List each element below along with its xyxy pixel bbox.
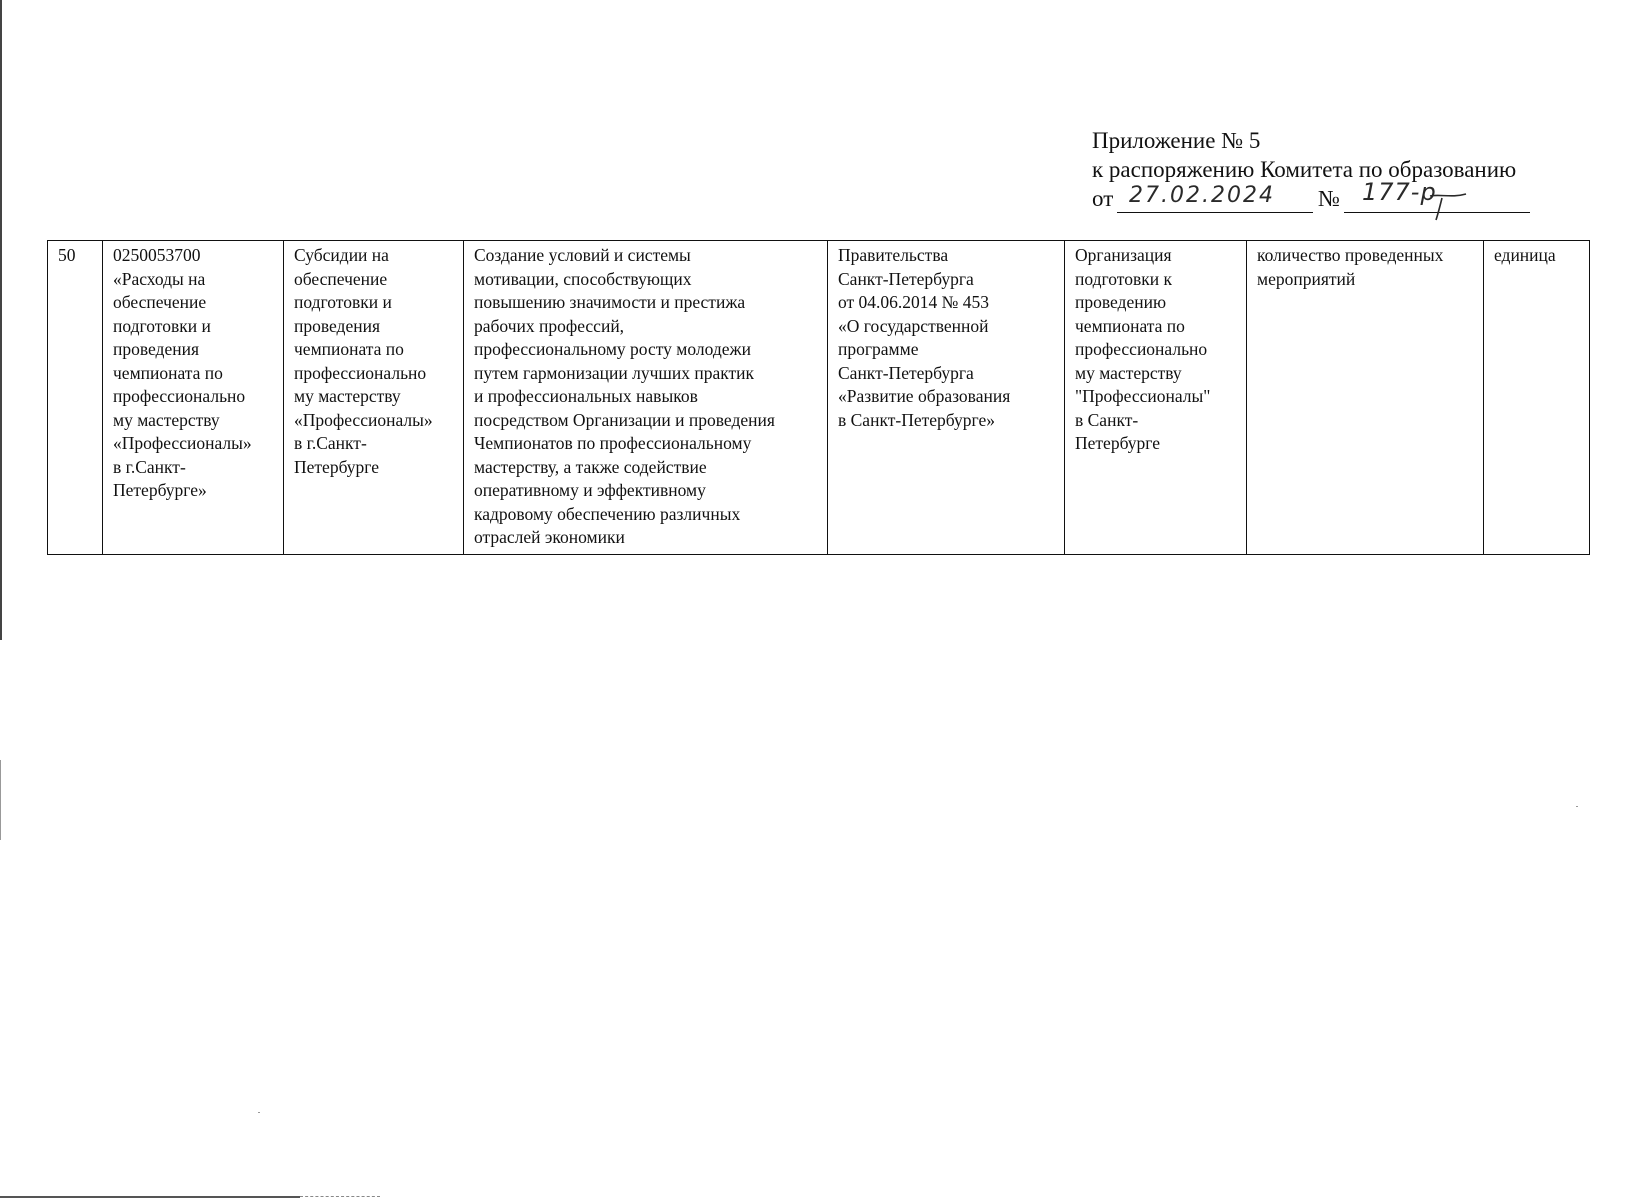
cell-unit: единица	[1484, 241, 1590, 555]
scan-left-edge-lower	[0, 760, 1, 840]
appendix-title: Приложение № 5	[1092, 128, 1261, 153]
date-field	[1117, 184, 1313, 213]
cell-budget-code: 0250053700 «Расходы на обеспечение подготовки и проведения чемпионата по профессионально му мастерству «Профессионалы» в г.Санкт- Петербурге»	[103, 241, 284, 555]
handwritten-number: 177-р	[1362, 178, 1437, 206]
cell-indicator: количество проведенных мероприятий	[1247, 241, 1484, 555]
scan-speck	[258, 1112, 260, 1113]
scan-left-edge	[0, 0, 2, 640]
cell-index: 50	[48, 241, 103, 555]
data-table	[47, 240, 1590, 555]
table-row	[48, 241, 1590, 555]
scan-bottom-edge	[0, 1196, 300, 1198]
handwritten-date: 27.02.2024	[1129, 183, 1275, 208]
number-field	[1344, 178, 1530, 213]
cell-subsidy-name: Субсидии на обеспечение подготовки и проведения чемпионата по профессионально му мастерству «Профессионалы» в г.Санкт- Петербурге	[284, 241, 464, 555]
from-label: от	[1092, 186, 1114, 211]
appendix-header	[1092, 126, 1532, 214]
number-label: №	[1318, 186, 1340, 211]
cell-legal-basis: Правительства Санкт-Петербурга от 04.06.2014 № 453 «О государственной программе Санкт-Петербурга «Развитие образования в Санкт-Петербурге»	[828, 241, 1065, 555]
cell-activity: Организация подготовки к проведению чемпионата по профессионально му мастерству "Профессионалы" в Санкт- Петербурге	[1065, 241, 1247, 555]
appendix-subtitle: к распоряжению Комитета по образованию	[1092, 157, 1517, 182]
cell-goal: Создание условий и системы мотивации, способствующих повышению значимости и престижа рабочих профессий, профессиональному росту молодежи путем гармонизации лучших практик и профессиональных навыков посредством Организации и проведения Чемпионатов по профессиональному мастерству, а также содействие оперативному и эффективному кадровому обеспечению различных отраслей экономики	[464, 241, 828, 555]
scan-bottom-edge-dash	[300, 1196, 380, 1198]
order-reference	[1092, 178, 1532, 214]
scan-speck	[1576, 806, 1578, 807]
signature-flourish-icon	[1428, 192, 1468, 222]
